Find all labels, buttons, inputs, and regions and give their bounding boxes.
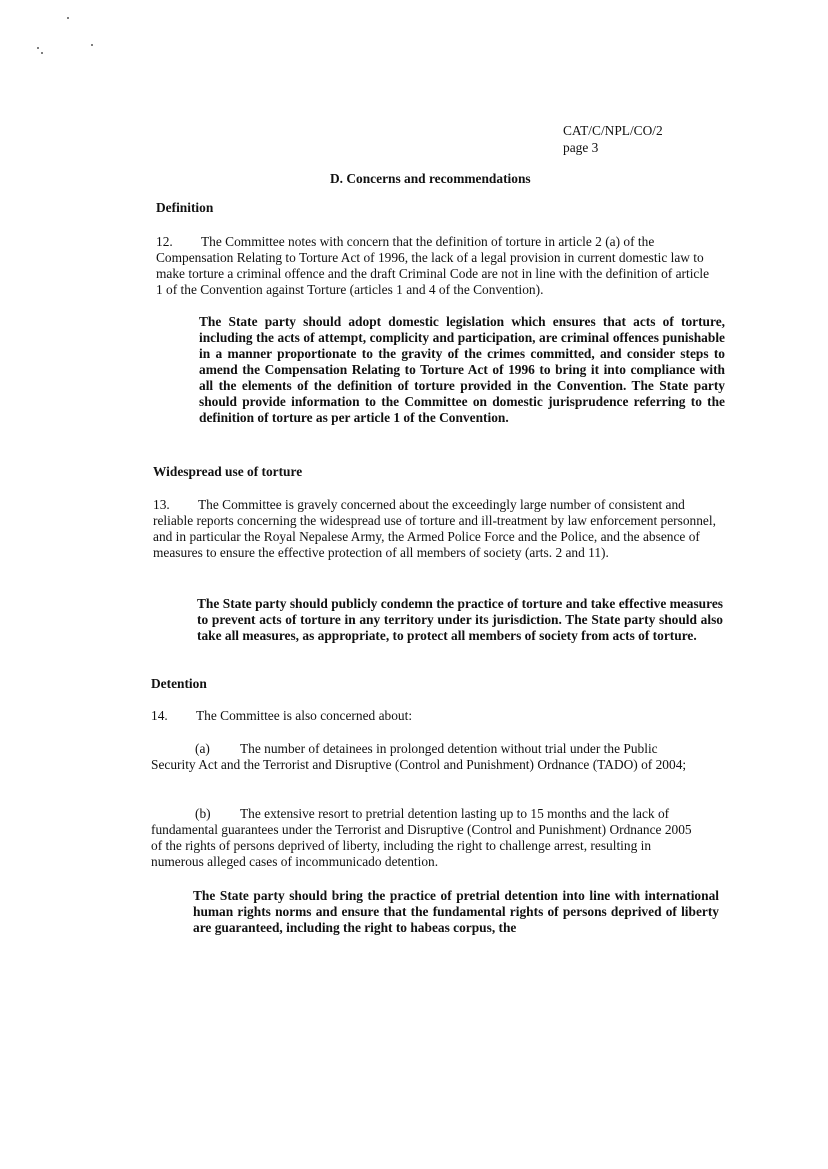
list-item-text: The extensive resort to pretrial detention lasting up to 15 months and the lack of fundamental guarantees under the Terrorist and Disruptive (Control and Punishment) Ordnance 2005 of the rights of persons deprived of liberty, including the right to challenge arrest, resulting in numerous alleged cases of incommunicado detention. xyxy=(151,806,692,869)
list-item-b xyxy=(151,806,696,870)
paragraph-text: The Committee notes with concern that the definition of torture in article 2 (a) of the Compensation Relating to Torture Act of 1996, the lack of a legal provision in current domestic law to make torture a criminal offence and the draft Criminal Code are not in line with the definition of article 1 of the Convention against Torture (articles 1 and 4 of the Convention). xyxy=(156,234,710,297)
scan-speck xyxy=(91,44,93,46)
paragraph-text: The Committee is gravely concerned about the exceedingly large number of consistent and reliable reports concerning the widespread use of torture and ill-treatment by law enforcement personnel, and in particular the Royal Nepalese Army, the Armed Police Force and the Police, and the absence of measures to ensure the effective protection of all members of society (arts. 2 and 11). xyxy=(153,497,716,560)
page-number: page 3 xyxy=(563,140,599,155)
paragraph-13 xyxy=(153,497,721,561)
recommendation-definition: The State party should adopt domestic legislation which ensures that acts of torture, including the acts of attempt, complicity and participation, are criminal offences punishable in a manner proportionate to the gravity of the crimes committed, and consider steps to amend the Compensation Relating to Torture Act of 1996 to bring it into compliance with all the elements of the definition of torture provided in the Convention. The State party should provide information to the Committee on domestic jurisprudence referring to the definition of torture as per article 1 of the Convention. xyxy=(199,314,725,425)
list-item-label: (b) xyxy=(195,806,211,821)
section-title: D. Concerns and recommendations xyxy=(330,171,531,186)
document-symbol-block xyxy=(563,122,663,156)
paragraph-14 xyxy=(151,708,719,724)
heading-definition: Definition xyxy=(156,200,214,215)
paragraph-number: 14. xyxy=(151,708,168,723)
paragraph-12 xyxy=(156,234,718,298)
list-item-label: (a) xyxy=(195,741,210,756)
scan-speck xyxy=(41,52,43,54)
list-item-a xyxy=(151,741,701,773)
scan-speck xyxy=(67,17,69,19)
scan-speck xyxy=(37,47,39,49)
recommendation-detention: The State party should bring the practice of pretrial detention into line with international human rights norms and ensure that the fundamental rights of persons deprived of liberty are guaranteed, including the right to habeas corpus, the xyxy=(193,888,719,935)
document-symbol: CAT/C/NPL/CO/2 xyxy=(563,123,663,138)
paragraph-number: 12. xyxy=(156,234,173,249)
recommendation-widespread: The State party should publicly condemn the practice of torture and take effective measures to prevent acts of torture in any territory under its jurisdiction. The State party should also take all measures, as appropriate, to protect all members of society from acts of torture. xyxy=(197,596,723,643)
list-item-text: The number of detainees in prolonged detention without trial under the Public Security Act and the Terrorist and Disruptive (Control and Punishment) Ordnance (TADO) of 2004; xyxy=(151,741,687,772)
paragraph-number: 13. xyxy=(153,497,170,512)
heading-widespread-torture: Widespread use of torture xyxy=(153,464,303,479)
paragraph-text: The Committee is also concerned about: xyxy=(196,708,413,723)
heading-detention: Detention xyxy=(151,676,207,691)
